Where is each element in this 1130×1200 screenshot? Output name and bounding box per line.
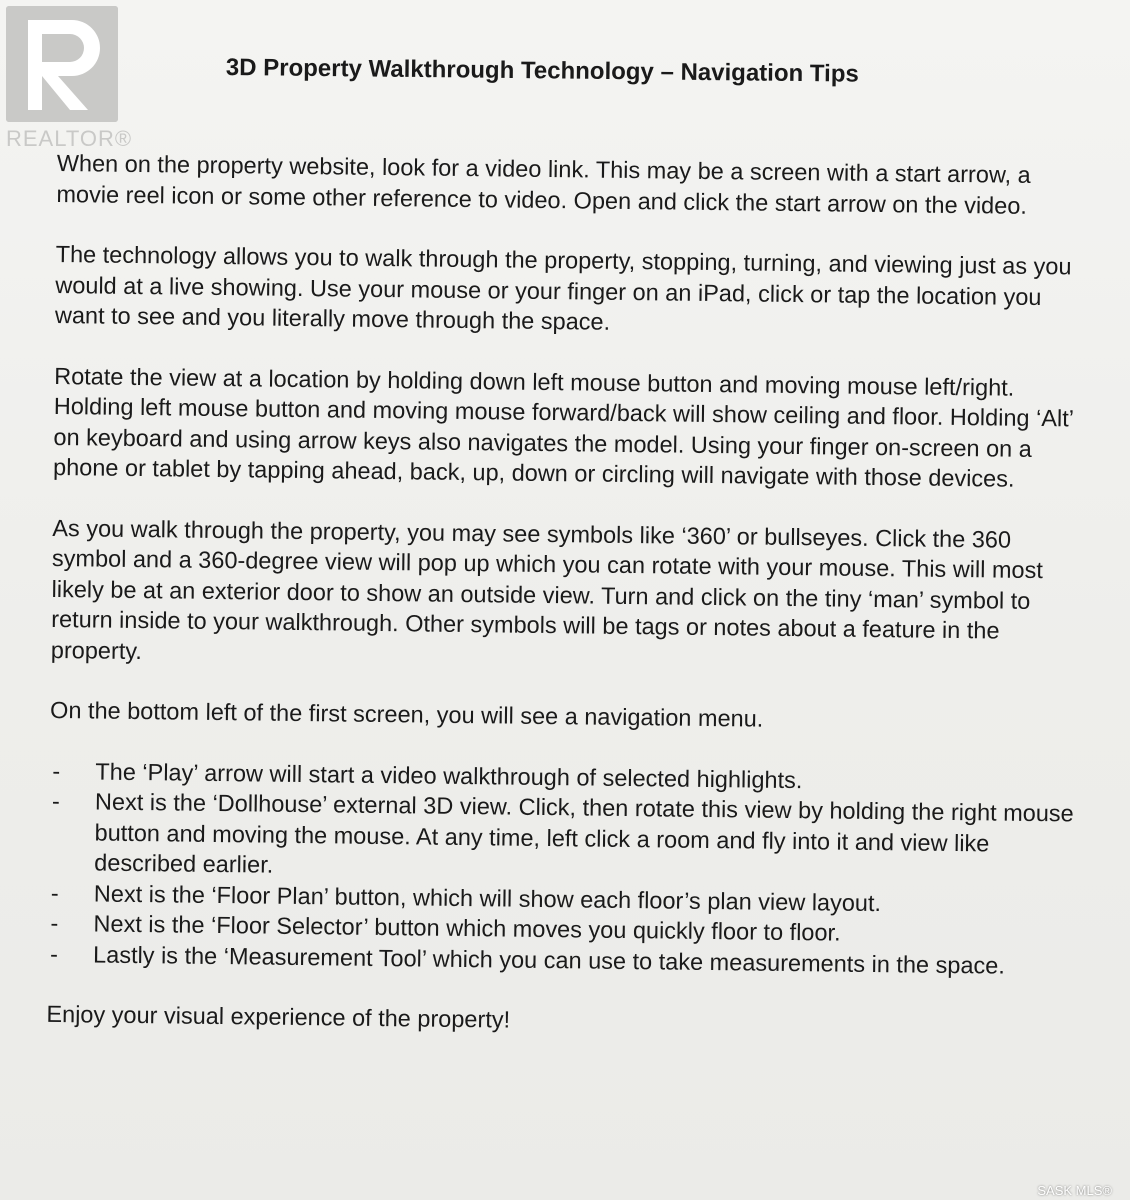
list-item [48,786,1079,890]
realtor-r-icon [6,6,118,122]
list-item-text: Next is the ‘Dollhouse’ external 3D view. Click, then rotate this view by holding the right mouse button and moving the mouse. At any time, left click a room and fly into it and view like described earlier. [94,788,1074,878]
paragraph-rotate-view: Rotate the view at a location by holding down left mouse button and moving mouse left/right. Holding left mouse button and moving mouse forward/back will show ceiling and floor. Holding ‘Alt’ on keyboard and using arrow keys also navigates the model. Using your finger on-screen on a phone or tablet by tapping ahead, back, up, down or circling will navigate with those devices. [52,362,1074,492]
list-dash: - [50,879,59,906]
list-dash: - [51,787,61,815]
list-item-text: Lastly is the ‘Measurement Tool’ which you can use to take measurements in the space. [92,941,1005,979]
sask-mls-watermark: SASK MLS® [1037,1183,1112,1198]
list-dash: - [50,909,59,937]
list-dash: - [50,940,59,967]
navigation-menu-list [47,755,1080,981]
paragraph-navigation-menu: On the bottom left of the first screen, you will see a navigation menu. [49,696,764,732]
list-dash: - [52,757,61,784]
paragraph-symbols: As you walk through the property, you may see symbols like ‘360’ or bullseyes. Click the 360 symbol and a 360-degree view will pop up which you can rotate with your mouse. This will most likely be at an exterior door to show an outside view. Turn and click on the tiny ‘man’ symbol to return inside to your walkthrough. Other symbols will be tags or notes about a feature in the property. [50,514,1044,664]
closing-line: Enjoy your visual experience of the property! [46,1000,511,1033]
paragraph-video-link: When on the property website, look for a video link. This may be a screen with a start arrow, a movie reel icon or some other reference to video. Open and click the start arrow on the video. [56,149,1031,219]
list-item-text: The ‘Play’ arrow will start a video walkthrough of selected highlights. [95,758,803,793]
paragraph-walkthrough: The technology allows you to walk through the property, stopping, turning, and viewing just as you would at a live showing. Use your mouse or your finger on an iPad, click or tap the location you want to see and you literally move through the space. [54,240,1072,335]
list-item-text: Next is the ‘Floor Selector’ button which moves you quickly floor to floor. [93,910,841,946]
document-body [46,148,1087,1072]
realtor-logo [6,6,133,152]
list-item-text: Next is the ‘Floor Plan’ button, which will show each floor’s plan view layout. [93,880,882,916]
document-title: 3D Property Walkthrough Technology – Navigation Tips [225,54,859,88]
realtor-wordmark: REALTOR® [6,126,133,151]
